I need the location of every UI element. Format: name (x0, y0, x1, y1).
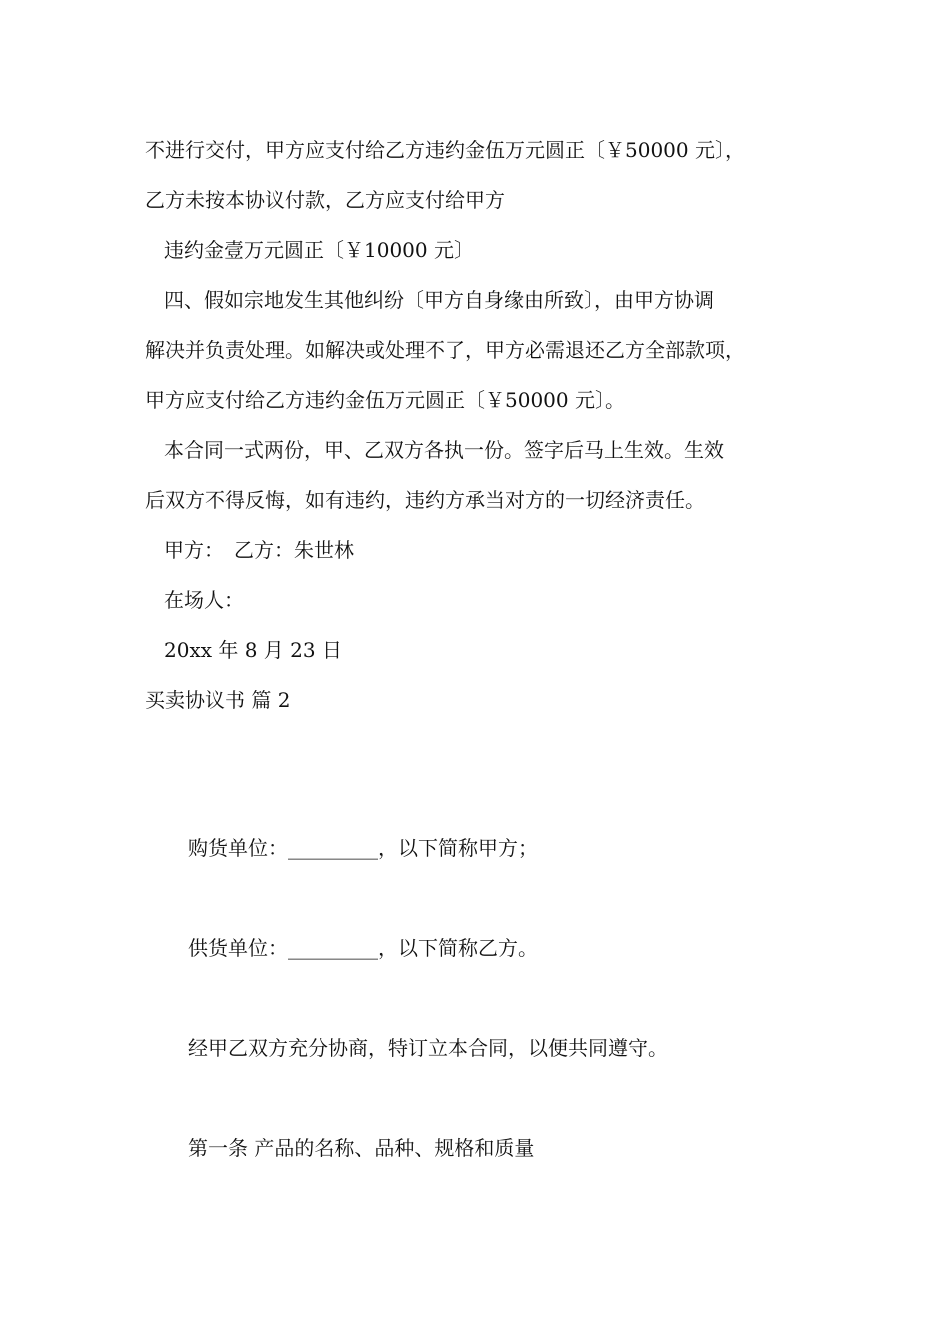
agreement-line: 经甲乙双方充分协商，特订立本合同，以便共同遵守。 (188, 1036, 668, 1060)
section-title: 买卖协议书 篇 2 (145, 688, 291, 712)
signature-line: 甲方： 乙方：朱世林 (164, 538, 354, 562)
paragraph-line: 乙方未按本协议付款，乙方应支付给甲方 (145, 188, 505, 212)
witness-line: 在场人： (164, 588, 244, 612)
supplier-line: 供货单位：_________，以下简称乙方。 (188, 936, 538, 960)
paragraph-line: 不进行交付，甲方应支付给乙方违约金伍万元圆正〔￥50000 元〕， (145, 138, 745, 162)
paragraph-line: 甲方应支付给乙方违约金伍万元圆正〔￥50000 元〕。 (145, 388, 625, 412)
buyer-line: 购货单位：_________，以下简称甲方； (188, 836, 538, 860)
paragraph-line: 四、假如宗地发生其他纠纷〔甲方自身缘由所致〕，由甲方协调 (164, 288, 714, 312)
paragraph-line: 后双方不得反悔，如有违约，违约方承当对方的一切经济责任。 (145, 488, 705, 512)
article-heading: 第一条 产品的名称、品种、规格和质量 (188, 1136, 535, 1160)
date-line: 20xx 年 8 月 23 日 (164, 638, 342, 662)
paragraph-line: 解决并负责处理。如解决或处理不了，甲方必需退还乙方全部款项， (145, 338, 745, 362)
paragraph-line: 本合同一式两份，甲、乙双方各执一份。签字后马上生效。生效 (164, 438, 724, 462)
paragraph-line: 违约金壹万元圆正〔￥10000 元〕 (164, 238, 474, 262)
